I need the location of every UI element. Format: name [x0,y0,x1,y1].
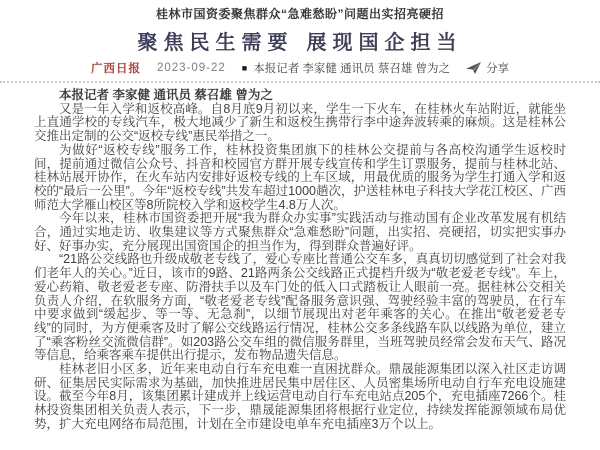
square-bullet-icon: ■ [241,62,248,73]
article-paragraph: “21路公交线路也升级成敬老专线了，爱心专座比普通公交车多，真真切切感觉到了社会对我们老年人的关心。”近日，该市的9路、21路两条公交线路正式提档升级为“敬老爱老专线”。车上，爱心药箱、敬老爱老专座、防滑扶手以及车门处的低入口式踏板让人眼前一亮。据桂林公交相关负责人介绍，在软服务方面，“敬老爱老专线”配备服务意识强、驾驶经验丰富的驾驶员，在行车中要求做到“缓起步、等一等、无急刹”，以细节展现出对老年乘客的关心。在推出“敬老爱老专线”的同时，为方便乘客及时了解公交线路运行情况，桂林公交多条线路车队以线路为单位，建立了“乘客粉丝交流微信群”。如203路公交车组的微信服务群里，当班驾驶员经常会发布天气、路况等信息，给乘客乘车提供出行提示，发布物品遗失信息。 [34,252,566,363]
article-paragraph: 桂林老旧小区多，近年来电动自行车充电难一直困扰群众。鼎晟能源集团以深入社区走访调研、征集居民实际需求为基础，加快推进居民集中居住区、人员密集场所电动自行车充电设施建设。截至今年8月，该集团累计建成并上线运营电动自行车充电站点205个，充电插座7266个。桂林投资集团相关负责人表示，下一步，鼎晟能源集团将根据行业定位，持续发挥能源领域布局优势，扩大充电网络布局范围，计划在全市建设电单车充电插座3万个以上。 [34,362,566,431]
article-paragraph: 为做好“返校专线”服务工作，桂林投资集团旗下的桂林公交提前与各高校沟通学生返校时间，提前通过微信公众号、抖音和校园官方群开展专线宣传和学生订票服务，提前与桂林北站、桂林站展开协作，在火车站内安排好返校专线的上车区域，用最优质的服务为学生打通入学和返校的“最后一公里”。今年“返校专线”共发车超过1000趟次，护送桂林电子科技大学花江校区、广西师范大学雁山校区等8所院校入学和返校学生4.8万人次。 [34,142,566,212]
dotted-divider [0,81,600,83]
share-label: 分享 [486,63,510,75]
article-paragraph: 又是一年入学和返校高峰。自8月底9月初以来，学生一下火车，在桂林火车站附近，就能坐上直通学校的专线汽车，极大地减少了新生和返校生携带行李中途奔波转乘的麻烦。这是桂林公交推出定制的公交“返校专线”惠民举措之一。 [34,101,566,144]
share-button[interactable] [466,60,509,76]
article-paragraph: 今年以来，桂林市国资委把开展“我为群众办实事”实践活动与推动国有企业改革发展有机结合，通过实地走访、收集建议等方式聚焦群众“急难愁盼”问题，出实招、亮硬招，切实把实事办好、好事办实，充分展现出国资国企的担当作为，得到群众普遍好评。 [34,211,566,253]
publish-date: 2023-09-22 [156,62,226,74]
share-paper-plane-icon [466,62,481,74]
article-kicker: 桂林市国资委聚焦群众“急难愁盼”问题出实招亮硬招 [155,7,444,21]
meta-byline [242,60,450,76]
article-title: 聚焦民生需要 展现国企担当 [137,30,463,54]
article-header [0,0,600,76]
meta-reporters: 本报记者 李家健 通讯员 蔡召雄 曾为之 [253,63,451,75]
article-byline: 本报记者 李家健 通讯员 蔡召雄 曾为之 [59,88,273,102]
source-name: 广西日报 [90,63,141,75]
article-body [0,87,600,432]
article-meta [0,60,600,76]
